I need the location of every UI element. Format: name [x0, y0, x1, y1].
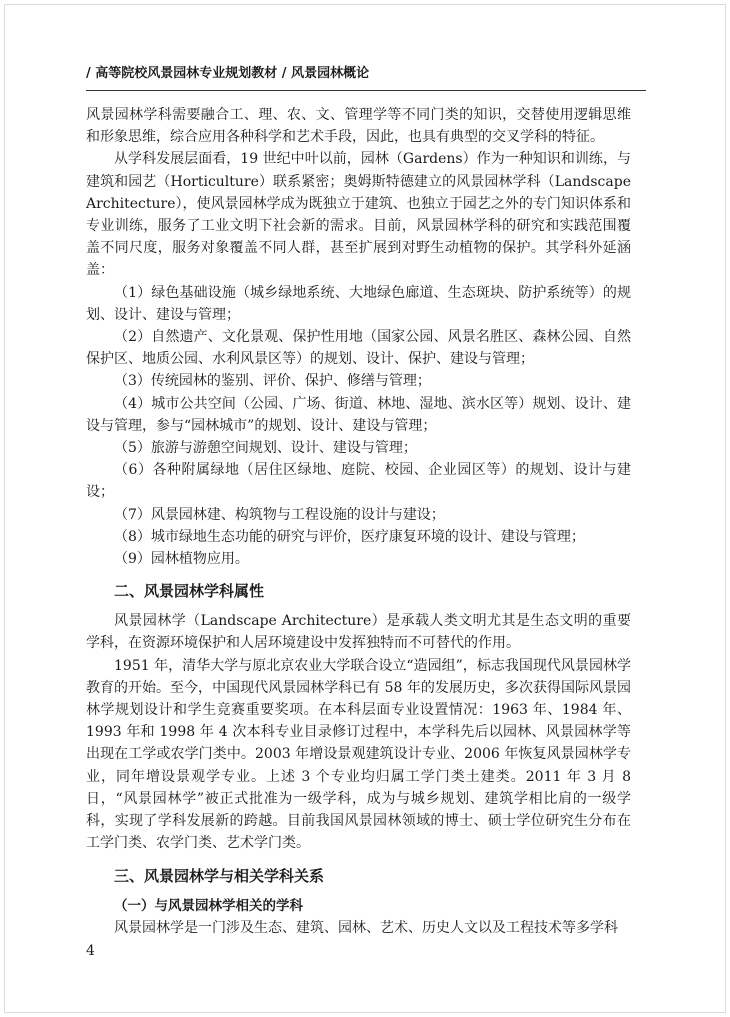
body-paragraph: 风景园林学是一门涉及生态、建筑、园林、艺术、历史人文以及工程技术等多学科: [114, 919, 618, 936]
list-item: （3）传统园林的鉴别、评价、保护、修缮与管理；: [114, 373, 431, 390]
running-header: / 高等院校风景园林专业规划教材 / 风景园林概论: [86, 62, 646, 91]
page-number: 4: [86, 943, 95, 959]
body-paragraph: 从学科发展层面看，19 世纪中叶以前，园林（Gardens）作为一种知识和训练，与建筑和园艺（Horticulture）联系紧密；奥姆斯特德建立的风景园林学科（Landscape Architecture），使风景园林学成为既独立于建筑、也独立于园艺之外的专门知识体系和专业训练，服务了工业文明下社会新的需求。目前，风景园林学科的研究和实践范围覆盖不同尺度，服务对象覆盖不同人群，甚至扩展到对野生动植物的保护。其学科外延涵盖：: [86, 151, 631, 279]
body-paragraph: 风景园林学科需要融合工、理、农、文、管理学等不同门类的知识，交替使用逻辑思维和形象思维，综合应用各种科学和艺术手段，因此，也具有典型的交叉学科的特征。: [86, 107, 631, 146]
body-paragraph: 风景园林学（Landscape Architecture）是承载人类文明尤其是生态文明的重要学科，在资源环境保护和人居环境建设中发挥独特而不可替代的作用。: [86, 613, 631, 652]
list-item: （4）城市公共空间（公园、广场、街道、林地、湿地、滨水区等）规划、设计、建设与管理，参与“园林城市”的规划、设计、建设与管理；: [86, 395, 631, 434]
section-heading: 三、风景园林学与相关学科关系: [114, 866, 325, 885]
list-item: （8）城市绿地生态功能的研究与评价，医疗康复环境的设计、建设与管理；: [114, 528, 585, 545]
list-item: （6）各种附属绿地（居住区绿地、庭院、校园、企业园区等）的规划、设计与建设；: [86, 462, 631, 501]
subsection-heading: （一）与风景园林学相关的学科: [114, 897, 303, 914]
list-item: （5）旅游与游憩空间规划、设计、建设与管理；: [114, 440, 417, 457]
section-heading: 二、风景园林学科属性: [114, 582, 265, 601]
list-item: （9）园林植物应用。: [114, 551, 249, 568]
list-item: （1）绿色基础设施（城乡绿地系统、大地绿色廊道、生态斑块、防护系统等）的规划、设计、建设与管理；: [86, 284, 631, 323]
body-paragraph: 1951 年，清华大学与原北京农业大学联合设立“造园组”，标志我国现代风景园林学教育的开始。至今，中国现代风景园林学科已有 58 年的发展历史，多次获得国际风景园林学规划设计和学生竞赛重要奖项。在本科层面专业设置情况：1963 年、1984 年、1993 年和 1998 年 4 次本科专业目录修订过程中，本学科先后以园林、风景园林学等出现在工学或农学门类中。2003 年增设景观建筑设计专业、2006 年恢复风景园林学专业，同年增设景观学专业。上述 3 个专业均归属工学门类土建类。2011 年 3 月 8 日，“风景园林学”被正式批准为一级学科，成为与城乡规划、建筑学相比肩的一级学科，实现了学科发展新的跨越。目前我国风景园林领域的博士、硕士学位研究生分布在工学门类、农学门类、艺术学门类。: [86, 657, 631, 852]
list-item: （2）自然遗产、文化景观、保护性用地（国家公园、风景名胜区、森林公园、自然保护区、地质公园、水利风景区等）的规划、设计、保护、建设与管理；: [86, 329, 631, 368]
page-body: [86, 104, 631, 939]
list-item: （7）风景园林建、构筑物与工程设施的设计与建设；: [114, 506, 445, 523]
